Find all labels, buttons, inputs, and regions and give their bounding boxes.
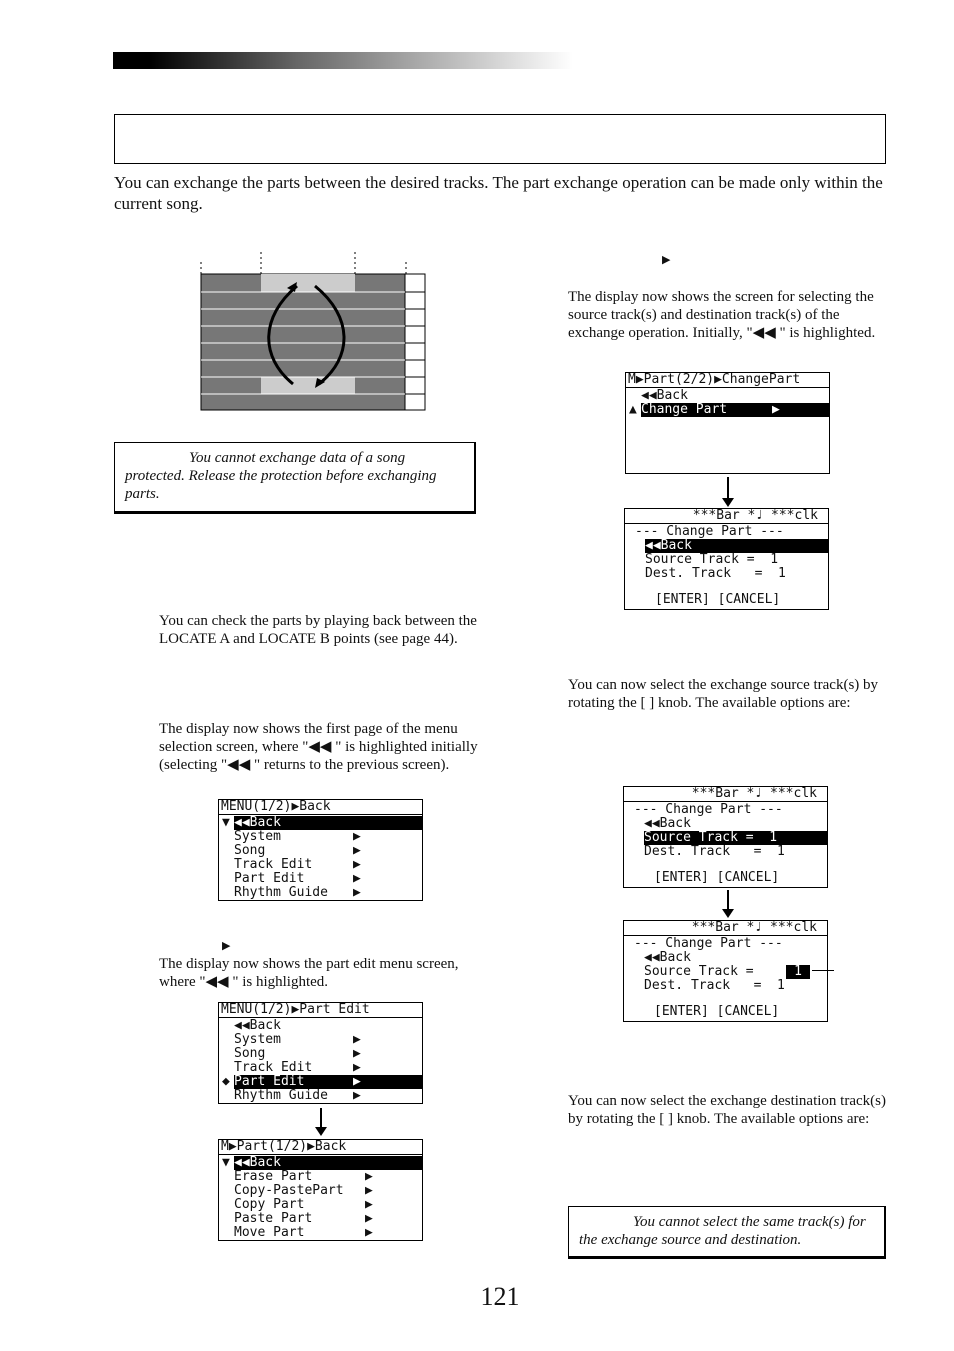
- submenu-icon: ▶: [365, 1197, 373, 1212]
- menu-item-song[interactable]: Song: [234, 843, 266, 858]
- menu-item-rhythm-guide[interactable]: Rhythm Guide: [234, 885, 328, 900]
- submenu-icon: ▶: [353, 871, 361, 886]
- submenu-icon: ▶: [365, 1211, 373, 1226]
- locate-markers: [201, 252, 406, 274]
- menu-item-system[interactable]: System: [234, 829, 281, 844]
- submenu-icon: ▶: [353, 843, 361, 858]
- scroll-icon: ▼: [222, 1155, 230, 1170]
- submenu-icon: ▶: [353, 1060, 361, 1075]
- dest-track-field[interactable]: Dest. Track = 1: [645, 566, 786, 581]
- lcd-menu-part-edit: [218, 1002, 423, 1104]
- menu-item-erase-part[interactable]: Erase Part: [234, 1169, 313, 1184]
- lcd-change-part-3: [623, 920, 828, 1022]
- left-paragraph-3: The display now shows the part edit menu screen, where "◀◀ " is highlighted.: [159, 956, 459, 990]
- lcd-title: MENU(1/2)▶Back: [219, 800, 422, 815]
- submenu-icon: ▶: [353, 857, 361, 872]
- lcd-header: ***Bar *♩ ***clk: [625, 509, 828, 524]
- menu-item-back[interactable]: ◀◀Back: [645, 539, 828, 553]
- right-paragraph-1: The display now shows the screen for selecting the source track(s) and destination track(s) of the exchange operation. Initially, "◀◀ " is highlighted.: [568, 289, 876, 341]
- note-right: [568, 1206, 886, 1259]
- source-track-value[interactable]: 1: [786, 965, 810, 979]
- menu-item-change-part[interactable]: Change Part: [641, 403, 829, 417]
- submenu-icon: ▶: [353, 1075, 365, 1089]
- lcd-header: ***Bar *♩ ***clk: [624, 787, 827, 802]
- menu-item-track-edit[interactable]: Track Edit: [234, 1060, 313, 1075]
- right-paragraph-3: You can now select the exchange destination track(s) by rotating the [ ] knob. The available options are:: [568, 1093, 886, 1127]
- lcd-title: M▶Part(1/2)▶Back: [219, 1140, 422, 1155]
- intro-text: You can exchange the parts between the desired tracks. The part exchange operation can be made only within the current song.: [114, 173, 883, 213]
- source-track-field[interactable]: Source Track = 1: [645, 552, 779, 567]
- dest-track-field[interactable]: Dest. Track = 1: [644, 978, 785, 993]
- left-paragraph-1: You can check the parts by playing back between the LOCATE A and LOCATE B points (see page 44).: [159, 613, 477, 647]
- right-paragraph-2: You can now select the exchange source track(s) by rotating the [ ] knob. The available options are:: [568, 677, 879, 711]
- menu-item-back[interactable]: ◀◀Back: [234, 816, 422, 830]
- submenu-icon: ▶: [365, 1225, 373, 1240]
- lcd-keys: [ENTER] [CANCEL]: [654, 1004, 780, 1019]
- callout-line: [812, 970, 834, 971]
- menu-item-back[interactable]: ◀◀Back: [644, 950, 691, 965]
- submenu-icon: ▶: [353, 1046, 361, 1061]
- scroll-icon: ◆: [222, 1074, 230, 1089]
- lcd-header: ***Bar *♩ ***clk: [624, 921, 827, 936]
- menu-item-back[interactable]: ◀◀Back: [644, 816, 691, 831]
- lcd-title: MENU(1/2)▶Part Edit: [219, 1003, 422, 1018]
- menu-item-copy-part[interactable]: Copy Part: [234, 1197, 305, 1212]
- lcd-part-page1: [218, 1139, 423, 1241]
- flow-arrow: [727, 890, 729, 910]
- menu-item-copy-paste-part[interactable]: Copy-PastePart: [234, 1183, 344, 1198]
- note-left: [114, 442, 476, 514]
- lcd-keys: [ENTER] [CANCEL]: [655, 592, 781, 607]
- note-left-text: You cannot exchange data of a song protected. Release the protection before exchanging parts.: [125, 450, 437, 502]
- lcd-title: --- Change Part ---: [635, 524, 784, 539]
- source-track-label: Source Track =: [644, 964, 754, 979]
- lcd-title: --- Change Part ---: [634, 936, 783, 951]
- submenu-icon: ▶: [365, 1183, 373, 1198]
- right-arrow-icon: ▶: [222, 940, 231, 952]
- flow-arrow: [320, 1108, 322, 1128]
- lcd-keys: [ENTER] [CANCEL]: [654, 870, 780, 885]
- note-right-text: You cannot select the same track(s) for the exchange source and destination.: [579, 1214, 866, 1248]
- menu-item-move-part[interactable]: Move Part: [234, 1225, 305, 1240]
- dest-track-field[interactable]: Dest. Track = 1: [644, 844, 785, 859]
- menu-item-song[interactable]: Song: [234, 1046, 266, 1061]
- menu-item-system[interactable]: System: [234, 1032, 281, 1047]
- menu-item-back[interactable]: ◀◀Back: [641, 388, 688, 403]
- lcd-menu-page1: [218, 799, 423, 901]
- menu-item-part-edit[interactable]: Part Edit: [234, 871, 305, 886]
- submenu-icon: ▶: [353, 829, 361, 844]
- menu-item-part-edit[interactable]: Part Edit: [234, 1075, 422, 1089]
- menu-item-back[interactable]: ◀◀Back: [234, 1156, 422, 1170]
- lcd-change-part-1: [624, 508, 829, 610]
- submenu-icon: ▶: [353, 885, 361, 900]
- lcd-title: --- Change Part ---: [634, 802, 783, 817]
- track-rows: [201, 274, 425, 410]
- source-track-field[interactable]: Source Track = 1: [644, 831, 827, 845]
- lcd-change-part-2: [623, 786, 828, 888]
- lcd-title: M▶Part(2/2)▶ChangePart: [626, 373, 829, 388]
- left-paragraph-2: The display now shows the first page of the menu selection screen, where "◀◀ " is highlighted initially (selecting "◀◀ " returns to the previous screen).: [159, 721, 478, 773]
- submenu-icon: ▶: [365, 1169, 373, 1184]
- right-arrow-icon: ▶: [662, 254, 671, 266]
- submenu-icon: ▶: [353, 1088, 361, 1103]
- section-title-box: [114, 114, 886, 164]
- menu-item-track-edit[interactable]: Track Edit: [234, 857, 313, 872]
- header-gradient-bar: [113, 52, 573, 69]
- scroll-icon: ▼: [222, 815, 230, 830]
- menu-item-back[interactable]: ◀◀Back: [234, 1018, 281, 1033]
- submenu-icon: ▶: [353, 1032, 361, 1047]
- flow-arrow: [727, 477, 729, 499]
- menu-item-paste-part[interactable]: Paste Part: [234, 1211, 313, 1226]
- submenu-icon: ▶: [772, 403, 784, 417]
- page-number: 121: [480, 1282, 520, 1311]
- menu-item-rhythm-guide[interactable]: Rhythm Guide: [234, 1088, 328, 1103]
- part-exchange-diagram: [195, 252, 435, 417]
- lock-icon: ▲: [629, 402, 637, 417]
- lcd-part-page2: [625, 372, 830, 474]
